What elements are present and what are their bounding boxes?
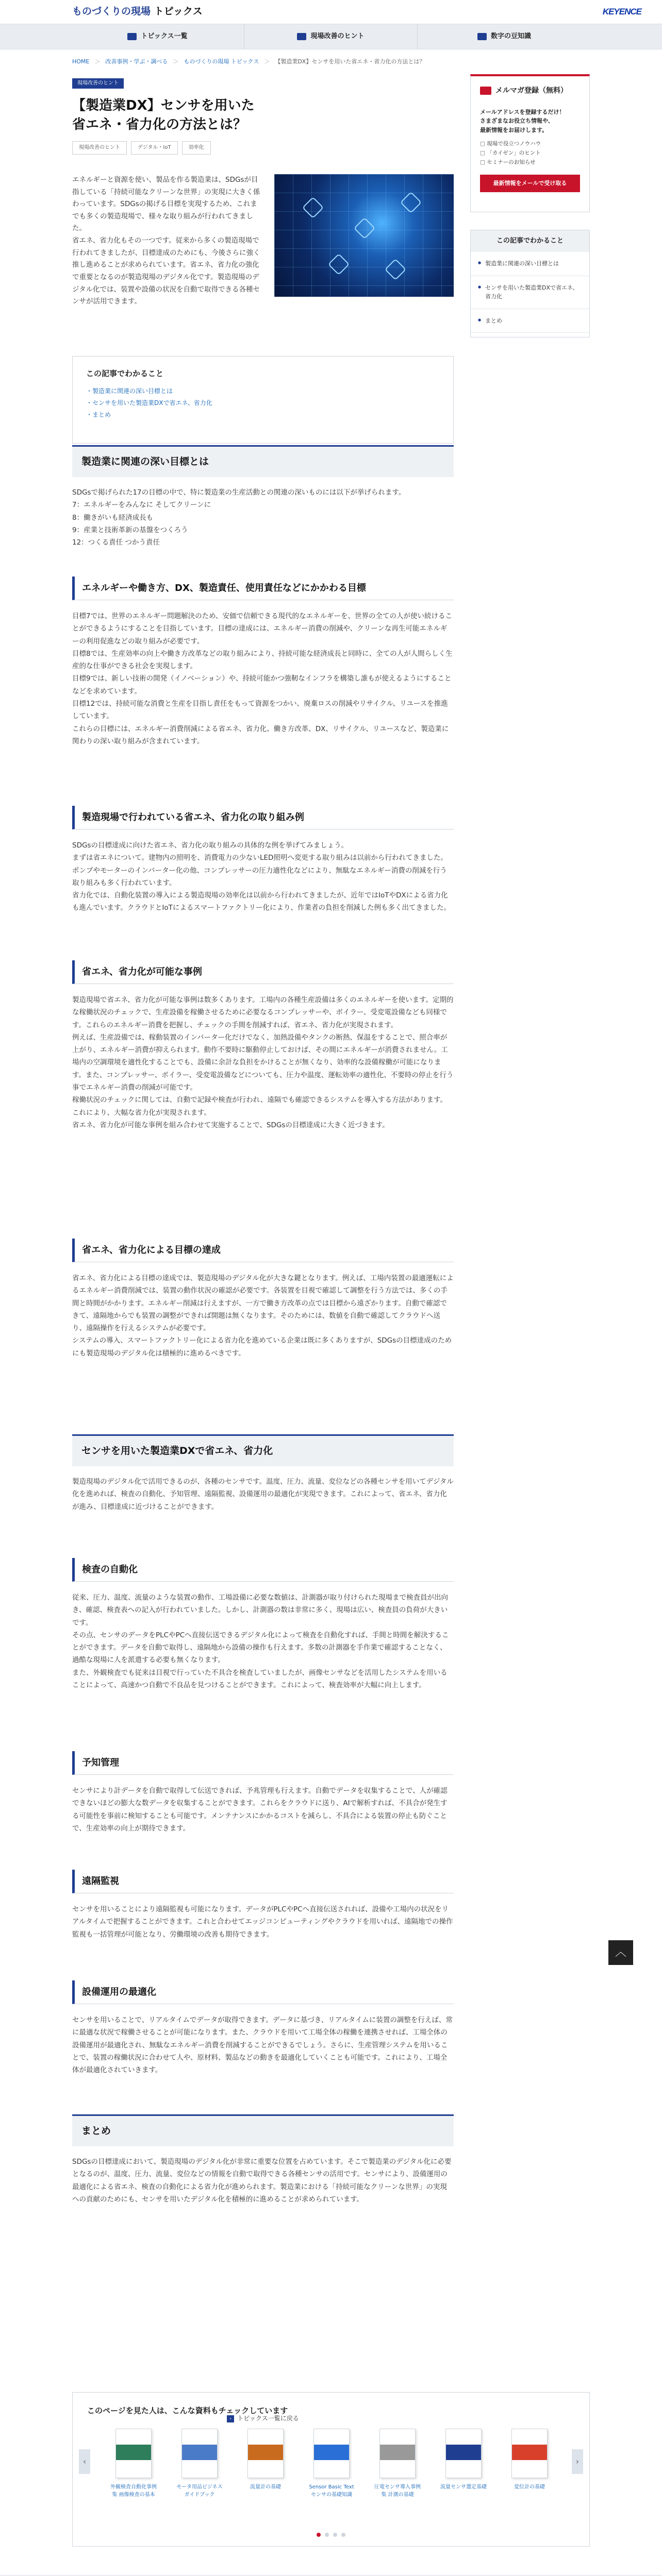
global-nav: [0, 24, 662, 49]
doc-thumbnail: [247, 2429, 284, 2478]
lightbulb-icon: [297, 33, 306, 40]
site-header: [0, 0, 662, 24]
sidebar: [470, 74, 590, 337]
newsletter-button[interactable]: 最新情報をメールで受け取る: [480, 175, 580, 192]
site-title[interactable]: ものづくりの現場 トピックス: [72, 6, 203, 18]
sidebar-toc-link[interactable]: ● まとめ: [471, 309, 589, 333]
section-heading: まとめ: [72, 2114, 454, 2146]
doc-thumbnail: [511, 2429, 548, 2478]
newsletter-desc: メールアドレスを登録するだけ！ さまざまなお役立ち情報や、 最新情報をお届けします。: [480, 108, 565, 133]
sidebar-toc-link[interactable]: ● 製造業に関連の深い目標とは: [471, 252, 589, 276]
doc-card[interactable]: [373, 2429, 422, 2499]
carousel-dot[interactable]: [317, 2533, 321, 2537]
category-badge[interactable]: 現場改善のヒント: [72, 78, 124, 89]
doc-title[interactable]: 圧電センサ導入事例集 計測の基礎: [374, 2484, 421, 2498]
article: [72, 74, 454, 444]
doc-title[interactable]: 外観検査自動化事例集 画像検査の基本: [110, 2484, 157, 2498]
tag-list: [72, 141, 454, 155]
carousel-dot[interactable]: [333, 2533, 337, 2537]
doc-card[interactable]: [175, 2429, 224, 2499]
carousel-dot[interactable]: [341, 2533, 345, 2537]
newsletter-item: □ 現場で役立つノウハウ: [480, 140, 580, 149]
page-title: 【製造業DX】センサを用いた 省エネ・省力化の方法とは？: [72, 97, 255, 133]
section-text: 目標7では、世界のエネルギー問題解決のため、安価で信頼できる現代的なエネルギーを、世界の全ての人が使い続けることができるようにすることを目指しています。目標の達成には、エネルギー消費の削減や、クリーンな再生可能エネルギーの利用促進などの取り組みが必要です。 目標8では、生産効率の向上や働き方改革などの取り組みにより、持続可能な経済成長と同時に、全ての人が人間らしく生産的な仕事ができる社会を実現します。 目標9では、新しい技術の開発（イノベーション）や、持続可能かつ強靭なインフラを構築し誰もが使えるようにすることなどを求めています。 目標12では、持続可能な消費と生産を目指し責任をもって資源をつかい、廃棄ロスの削減やリサイクル、リユースを推進しています。 これらの目標には、エネルギー消費削減による省エネ、省力化、働き方改革、DX、リサイクル、リユースなど、製造業に関わりの深い取り組みが含まれています。: [72, 612, 453, 745]
doc-title[interactable]: Sensor Basic Text センサの基礎知識: [309, 2484, 354, 2498]
calculator-icon: [477, 33, 487, 40]
section-text: 製造現場で省エネ、省力化が可能な事例は数多くあります。工場内の各種生産設備は多くのエネルギーを使います。定期的な稼働状況のチェックで、生産設備を稼働させるために必要なるコンプレッサーや、ボイラー、受変電設備なども同様です。これらのエネルギー消費を把握し、チェックの手間を削減すれば、省エネ、省力化が実現されます。 例えば、生産設備では、稼動装置のインバーター化だけでなく、加熱設備やタンクの断熱、保温をすることで、照合率が上がり、エネルギー消費が抑えられます。動作不要時に駆動停止しておけば、その間にエネルギーが消費されません。工場内の空調環境を適性化することでも、設備に余計な負担をかけることが無くなり、効率的な設備稼働が可能になります。また、コンプレッサー、ボイラー、受変電設備などについても、圧力や温度、運転効率の適性化、不要時の停止を行う事でエネルギー消費の削減が可能です。 稼働状況のチェックに関しては、自動で記録や検査が行われ、遠隔でも確認できるシステムを導入する方法があります。これにより、大幅な省力化が実現されます。 省エネ、省力化が可能な事例を組み合わせて実施することで、SDGsの目標達成に大きく近づきます。: [72, 996, 454, 1129]
carousel-prev-button[interactable]: ‹: [79, 2449, 90, 2474]
section-heading: 製造業に関連の深い目標とは: [72, 445, 454, 477]
sidebar-toc-title: この記事でわかること: [471, 230, 589, 252]
toc-box: [72, 356, 454, 444]
carousel-dot[interactable]: [325, 2533, 329, 2537]
sidebar-toc-link[interactable]: ● センサを用いた製造業DXで省エネ、省力化: [471, 276, 589, 309]
chevron-right-icon: ›: [227, 2415, 234, 2422]
newsletter-title: メルマガ登録（無料）: [480, 84, 580, 97]
sidebar-toc: [470, 230, 590, 337]
subsection-heading: 製造現場で行われている省エネ、省力化の取り組み例: [72, 806, 454, 829]
doc-thumbnail: [115, 2429, 152, 2478]
mail-icon: [480, 87, 491, 95]
doc-card[interactable]: [241, 2429, 290, 2499]
gnav-numbers[interactable]: 数字の豆知識: [418, 24, 591, 49]
section-heading: センサを用いた製造業DXで省エネ、省力化: [72, 1434, 454, 1466]
newsletter-box: [470, 74, 590, 212]
doc-thumbnail: [445, 2429, 482, 2478]
toc-link[interactable]: ・ まとめ: [86, 409, 440, 421]
doc-card[interactable]: [505, 2429, 554, 2499]
subsection-heading: 遠隔監視: [72, 1870, 454, 1893]
newsletter-item: □ セミナーのお知らせ: [480, 158, 580, 167]
doc-thumbnail: [379, 2429, 416, 2478]
section-text: センサを用いることにより遠隔監視も可能になります。データがPLCやPCへ直接伝送されれば、設備や工場内の状況をリアルタイムで把握することができます。これと合わせてエッジコンピューティングやクラウドを用いれば、遠隔地での操作監視も一括管理が可能となり、労働環境の改善も期待できます。: [72, 1905, 453, 1939]
doc-title[interactable]: 流量センサ選定基礎: [440, 2484, 487, 2490]
back-to-top-button[interactable]: ︿: [608, 1940, 633, 1965]
section-text: SDGsの目標達成において、製造現場のデジタル化が非常に重要な位置を占めています。そこで製造業のデジタル化に必要となるのが、温度、圧力、流量、変位などの情報を自動で取得できる各種センサの活用です。センサにより、設備運用の最適化による省エネ、検査の自動化による省力化が進められます。製造業における「持続可能なクリーンな世界」の実現への貢献のためにも、センサを用いたデジタル化を積極的に進めることが求められています。: [72, 2158, 452, 2204]
subsection-heading: 省エネ、省力化による目標の達成: [72, 1239, 454, 1262]
gnav-topics[interactable]: トピックス一覧: [71, 24, 244, 49]
doc-card[interactable]: [439, 2429, 488, 2499]
doc-title[interactable]: 変位計の基礎: [514, 2484, 545, 2490]
keyence-logo[interactable]: KEYENCE: [602, 7, 641, 17]
toc-link[interactable]: ・ 製造業に関連の深い目標とは: [86, 385, 440, 397]
breadcrumb-home[interactable]: HOME: [72, 58, 90, 65]
list-icon: [127, 33, 137, 40]
section-text: SDGsで掲げられた17の目標の中で、特に製造業の生産活動との関連の深いものには以下が挙げられます。 7：エネルギーをみんなに そしてクリーンに 8：働きがいも経済成長も 9：産業と技術革新の基盤をつくろう 12：つくる責任 つかう責任: [72, 488, 406, 547]
gnav-hints[interactable]: 現場改善のヒント: [244, 24, 418, 49]
subsection-heading: 予知管理: [72, 1751, 454, 1775]
subsection-heading: 設備運用の最適化: [72, 1980, 454, 2004]
breadcrumb-learn[interactable]: 改善事例・学ぶ・調べる: [105, 58, 168, 65]
doc-thumbnail: [181, 2429, 218, 2478]
toc-title: この記事でわかること: [86, 368, 164, 378]
hero-image: [274, 174, 454, 297]
tag[interactable]: デジタル・IoT: [131, 141, 178, 155]
breadcrumb-topics[interactable]: ものづくりの現場 トピックス: [184, 58, 259, 65]
doc-card[interactable]: [109, 2429, 158, 2499]
recommended-title: このページを見た人は、こんな資料もチェックしています: [87, 2406, 288, 2415]
doc-thumbnail: [313, 2429, 350, 2478]
tag[interactable]: 現場改善のヒント: [72, 141, 127, 155]
intro: [72, 174, 454, 342]
section-text: センサにより計データを自動で取得して伝送できれば、予兆管理も行えます。自動でデータを収集することで、人が確認できないほどの膨大な数データを収集することができます。これらをクラウドに送り、AIで解析すれば、不具合が発生する可能性を事前に検知することも可能です。メンテナンスにかかるコストを減らし、不具合による装置の停止も防ぐことで、生産効率の向上が期待できます。: [72, 1787, 448, 1833]
section-text: センサを用いることで、リアルタイムでデータが取得できます。データに基づき、リアルタイムに装置の調整を行えば、常に最適な状況で稼働させることが可能になります。また、クラウドを用いて工場全体の稼働を連携させれば、工場全体の設備運用が最適化され、無駄なエネルギー消費を削減することができるでしょう。さらに、生産管理システムを用いることで、装置の稼働状況に合わせて人や、原材料、製品などの動きを最適化していくことも可能です。これにより、工場全体が最適化されていきます。: [72, 2016, 453, 2075]
intro-text: エネルギーと資源を使い、製品を作る製造業は、SDGsが目指している「持続可能なクリーンな世界」の実現に大きく係わっています。SDGsの掲げる目標を実現するため、これまでも多くの製造現場で、様々な取り組みが行われてきました。 省エネ、省力化もその一つです。従来から多くの製造現場で行われてきましたが、目標達成のためにも、今後さらに強く推し進めることが求められています。省エネ、省力化の強化で重要となるのが製造現場のデジタル化です。製造現場のデジタル化では、装置や設備の状況を自動で取得できる各種センサが活用できます。: [72, 175, 260, 306]
breadcrumb-current: 【製造業DX】センサを用いた省エネ・省力化の方法とは？: [275, 58, 425, 65]
subsection-heading: 省エネ、省力化が可能な事例: [72, 960, 454, 984]
carousel-next-button[interactable]: ›: [572, 2449, 583, 2474]
back-to-topics-link[interactable]: › トピックス一覧に戻る: [72, 2413, 454, 2424]
doc-title[interactable]: モータ用品ビジネスガイドブック: [176, 2484, 223, 2498]
carousel-dots: [73, 2533, 589, 2537]
subsection-heading: エネルギーや働き方、DX、製造責任、使用責任などにかかわる目標: [72, 577, 454, 600]
doc-title[interactable]: 流量計の基礎: [250, 2484, 281, 2490]
newsletter-item: □ 「カイゼン」のヒント: [480, 149, 580, 158]
doc-card[interactable]: [307, 2429, 356, 2499]
doc-carousel: [109, 2429, 554, 2499]
section-text: 製造現場のデジタル化で活用できるのが、各種のセンサです。温度、圧力、流量、変位などの各種センサを用いてデジタル化を進めれば、検査の自動化、予知管理、遠隔監視、設備運用の最適化が実現できます。これによって、省エネ、省力化が進み、目標達成に近づけることができます。: [72, 1478, 454, 1511]
tag[interactable]: 効率化: [182, 141, 211, 155]
section-text: 従来、圧力、温度、流量のような装置の動作、工場設備に必要な数値は、計測器が取り付けられた現場まで検査員が出向き、確認、検査表への記入が行われていました。しかし、計測器の数は非常に多く、現場は広い、検査員の負荷が大きいです。 その点、センサのデータをPLCやPCへ直接伝送できるデジタル化によって検査を自動化すれば、手間と時間を解決することができます。データを自動で取得し、遠隔地から設備の操作も行えます。多数の計測器を手作業で確認することなく、過酷な現場に人を派遣する必要も無くなります。 また、外観検査でも従来は目視で行っていた不具合を検査していましたが、画像センサなどを活用したシステムを用いることによって、高速かつ自動で不良品を見つけることができます。これによって、検査効率が大幅に向上します。: [72, 1594, 449, 1690]
breadcrumb: HOME ＞ 改善事例・学ぶ・調べる ＞ ものづくりの現場 トピックス ＞ 【製造業DX】センサを用いた省エネ・省力化の方法とは？: [0, 49, 662, 74]
section-text: 省エネ、省力化による目標の達成では、製造現場のデジタル化が大きな鍵となります。例えば、工場内装置の最適運転によるエネルギー消費削減では、装置の動作状況の確認が必要です。各装置を目視で確認して調整を行う方法では、多くの手間と時間がかかります。エネルギー削減は行えますが、一方で働き方改革の点では目標から遠ざかります。自動で確認できて、遠隔地からでも装置の調整ができれば開題は無くなります。そのためには、数値を自動で確認してクラウドへ送り、遠隔操作を行えるシステムが必要です。 システムの導入、スマートファクトリー化による省力化を進めている企業は既に多くありますが、SDGsの目標達成のためにも製造現場のデジタル化は積極的に進めるべきです。: [72, 1274, 454, 1358]
recommended-docs: [72, 2392, 590, 2547]
subsection-heading: 検査の自動化: [72, 1558, 454, 1582]
section-text: SDGsの目標達成に向けた省エネ、省力化の取り組みの具体的な例を挙げてみましょう。 まずは省エネについて。建物内の照明を、消費電力の少ないLED照明へ変更する取り組みは以前から行われてきました。ポンプやモーターのインバーター化の他、コンプレッサーの圧力適性化などにより、無駄なエネルギー消費の削減を行う取り組みも多く行われています。 省力化では、自動化装置の導入による製造現場の効率化は以前から行われてきましたが、近年ではIoTやDXによる省力化も進んでいます。クラウドとIoTによるスマートファクトリー化により、作業者の負担を削減した例も多く出てきました。: [72, 841, 451, 912]
toc-link[interactable]: ・ センサを用いた製造業DXで省エネ、省力化: [86, 397, 440, 409]
